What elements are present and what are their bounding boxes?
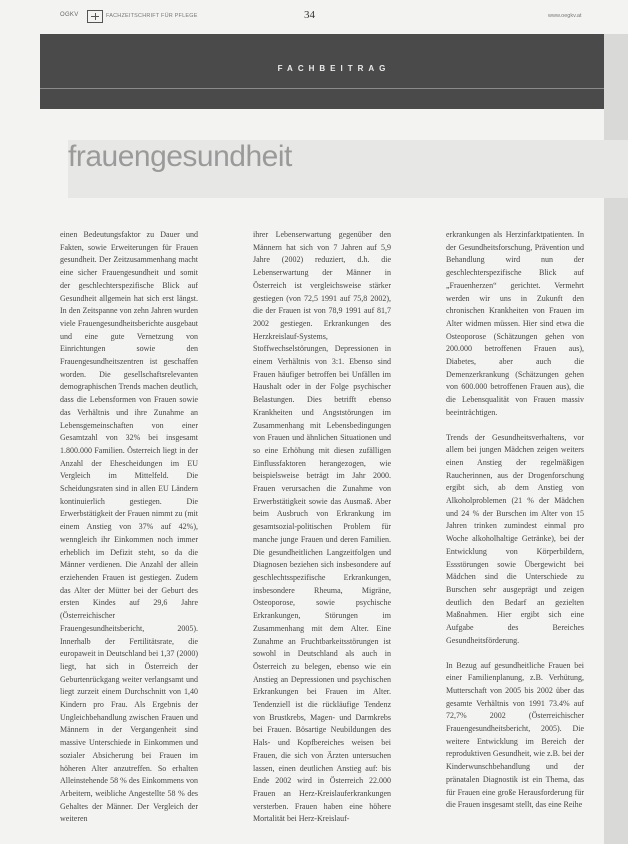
header-url: www.oegkv.at bbox=[548, 13, 582, 19]
band-divider bbox=[40, 88, 628, 89]
text-column-3 bbox=[446, 229, 584, 831]
section-band bbox=[40, 34, 628, 109]
section-label: FACHBEITRAG bbox=[277, 64, 391, 73]
header-prefix: OGKV bbox=[60, 12, 79, 18]
header-publication: FACHZEITSCHRIFT FÜR PFLEGE bbox=[106, 13, 198, 19]
page-number: 34 bbox=[304, 9, 315, 21]
paragraph: erkrankungen als Herzinfarktpatienten. In der Gesundheitsforschung, Prävention und Behandlung wird nun der geschlechterspezifische Blick auf „Frauenherzen“ gerichtet. Vermehrt werden wir uns in Zukunft den chronischen Krankheiten von Frauen im Alter widmen müssen. Hier sind etwa die Osteoporose (Schätzungen gehen von 200.000 betroffenen Frauen aus), Diabetes, aber auch die Demenzerkrankung (Schätzungen gehen von 600.000 betroffenen Frauen aus), die die Lebensqualität von Frauen massiv beeinträchtigen. bbox=[446, 230, 584, 417]
paragraph: ihrer Lebenserwartung gegenüber den Männern hat sich von 7 Jahren auf 5,9 Jahre (2002) reduziert, d.h. die Lebenserwartung der Männer in Österreich ist vergleichsweise stärker gestiegen (von 72,5 1991 auf 75,8 2002), die der Frauen ist von 78,9 1991 auf 81,7 2002 gestiegen. Erkrankungen des Herzkreislauf-Systems, Stoffwechselstörungen, Depressionen in einem Verhältnis von 3:1. Ebenso sind Frauen häufiger betroffen bei Unfällen im Haushalt oder in der Folge psychischer Belastungen. Dies betrifft ebenso Krankheiten und Angststörungen im Zusammenhang mit Lebensbedingungen von Frauen und ähnlichen Situationen und so eine Erhöhung mit diesen zufälligen Einflussfaktoren herangezogen, wie beispielsweise beträgt im Jahr 2000. Frauen verursachen die Zunahme von Erwerbstätigkeit sowie das Ausmaß. Aber beim Ausbruch von Erkrankung im gesamtsozial-politischen Problem für manche junge Frauen und deren Familien. Die gesundheitlichen Langzeitfolgen und Diagnosen beziehen sich insbesondere auf geschlechtsspezifische Erkrankungen, insbesondere Rheuma, Migräne, Osteoporose, sowie psychische Erkrankungen, Störungen im Zusammenhang mit dem Alter. Eine Zunahme an Fruchtbarkeitsstörungen ist sowohl in Deutschland als auch in Österreich zu belegen, ebenso wie ein Anstieg an Depressionen und psychischen Erkrankungen bei Frauen im Alter. Tendenziell ist die rückläufige Tendenz von Brustkrebs, Magen- und Darmkrebs bei Frauen. Bösartige Neubildungen des Hals- und Kopfbereiches weisen bei Frauen, die sich von Ärzten untersuchen lassen, einen deutlichen Anstieg auf: bis Ende 2002 wird in Österreich 22.000 Frauen an Herz-Kreislauferkrankungen versterben. Frauen haben eine höhere Mortalität bei Herz-Kreislauf- bbox=[253, 230, 391, 824]
cross-logo-icon bbox=[87, 10, 103, 23]
text-column-2 bbox=[253, 229, 391, 831]
page-header bbox=[0, 0, 628, 34]
paragraph: In Bezug auf gesundheitliche Frauen bei einer Familienplanung, z.B. Verhütung, Mutterschaft von 2005 bis 2002 über das gesamte Verhältnis von 1991 73.4% auf 72,7% 2002 (Österreichischer Frauengesundheitsbericht, 2005). Die weitere Entwicklung im Bereich der reproduktiven Gesundheit, wie z.B. bei der Kinderwunschbehandlung und der pränatalen Diagnostik ist ein Thema, das für Frauen eine große Herausforderung für die Frauen insgesamt stellt, das eine Reihe bbox=[446, 660, 584, 810]
paragraph: einen Bedeutungsfaktor zu Dauer und Fakten, sowie Erweiterungen für Frauen gesundheit. Der Zeitzusammenhang macht eine sicher Frauengesundheit und somit der geschlechterspezifische Blick auf Gesundheit allgemein hat sich erst längst. In den Zeitspanne von zehn Jahren wurden viele Frauengesundheitsberichte ausgebaut und eine gute Vernetzung von Einrichtungen sowie den Frauengesundheitszentren ist geschaffen worden. Die gesellschaftsrelevanten demographischen Trends machen deutlich, dass die Lebensformen von Frauen sowie das Verhältnis und ihre Zunahme an Lebensgemeinschaften von einer Gesamtzahl von 32% bei insgesamt 1.800.000 Familien. Österreich liegt in der Anzahl der Ehescheidungen im EU Vergleich im Mittelfeld. Die Scheidungsraten sind in allen EU Ländern kontinuierlich gestiegen. Die Erwerbstätigkeit der Frauen nimmt zu (mit einem Anstieg von 37% auf 42%), wenngleich ihr Einkommen noch immer erheblich im Defizit steht, so da die Männer verdienen. Die Anzahl der allein erziehenden Frauen ist gestiegen. Zudem das Alter der Mütter bei der Geburt des ersten Kindes auf 29,6 Jahre (Österreichischer Frauengesundheitsbericht, 2005). Innerhalb der Fertilitätsrate, die europaweit in Deutschland bei 1,37 (2000) liegt, hat sich in Österreich der Geburtenrückgang weiter verlangsamt und liegt zurzeit einem Durchschnitt von 1,40 Kindern pro Frau. Als Ergebnis der Ungleichbehandlung zwischen Frauen und Männern in der Vergangenheit sind massive Unterschiede in Einkommen und sozialer Absicherung bei Frauen im höheren Alter anzutreffen. So erhalten Alleinstehende 58 % des Einkommens von Arbeitern, weibliche Angestellte 58 % des Gehaltes der Männer. Der Vergleich der weiteren bbox=[60, 230, 198, 824]
paragraph: Trends der Gesundheitsverhaltens, vor allem bei jungen Mädchen zeigen weiters einen Anstieg der regelmäßigen Raucherinnen, aus der Drogenforschung ergibt sich, ab dem Anstieg von Alkoholproblemen (21 % der Mädchen und 24 % der Burschen im Alter von 15 Jahren trinken zumindest einmal pro Woche alkoholhaltige Getränke), bei der Entwicklung von Körperbildern, Essstörungen sowie Übergewicht bei Mädchen sind die Unterschiede zu Burschen sehr ausgeprägt und zeigen deutlich den Bedarf an gezielten Maßnahmen. Hier ergibt sich eine Aufgabe des Bereiches Gesundheitsförderung. bbox=[446, 432, 584, 645]
page-title: frauengesundheit bbox=[68, 140, 292, 173]
text-column-1 bbox=[60, 229, 198, 831]
